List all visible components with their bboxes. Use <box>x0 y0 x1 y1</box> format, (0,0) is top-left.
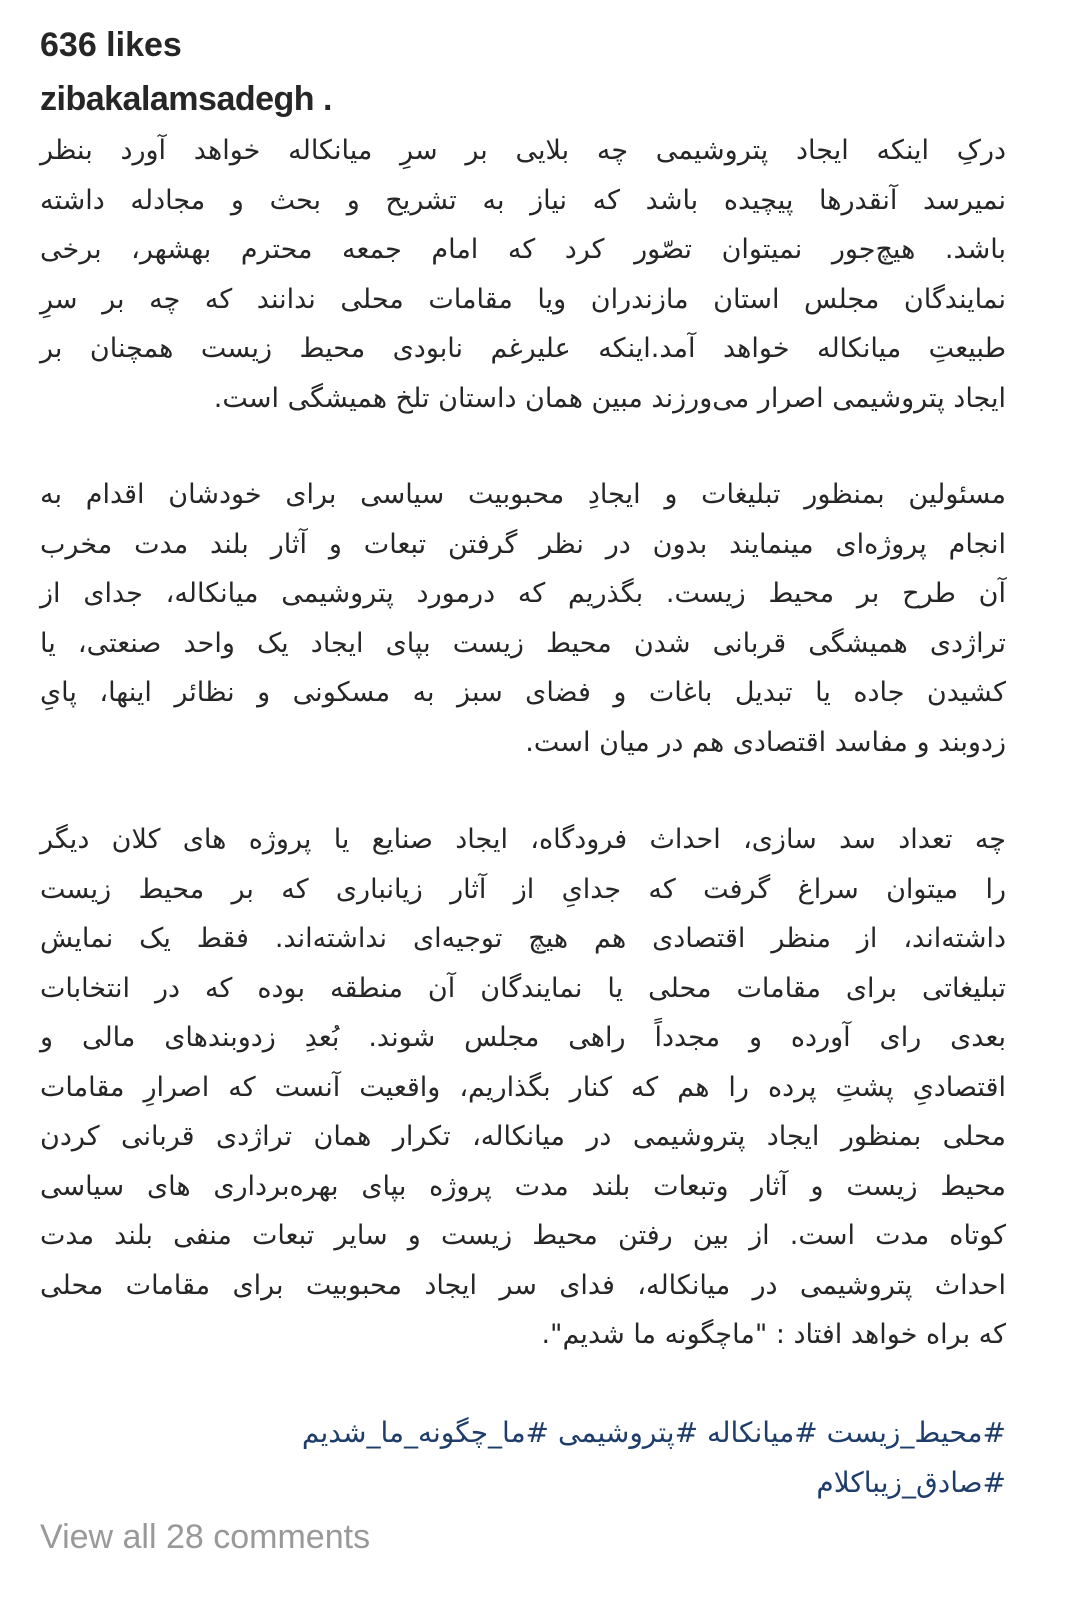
caption-header <box>40 80 332 119</box>
caption-line: درکِ اینکه ایجاد پتروشیمی چه بلایی بر سرِ میانکاله خواهد آورد بنظر <box>40 135 1006 166</box>
caption-line: را میتوان سراغ گرفت که جدایِ از آثار زیانباری که بر محیط زیست <box>40 873 1006 905</box>
hashtag-row <box>40 1458 1006 1508</box>
hashtags <box>40 1408 1006 1508</box>
caption-line: باشد. هیچ‌جور نمیتوان تصّور کرد که امام جمعه محترم بهشهر، برخی <box>40 234 1006 265</box>
caption-line: محلی بمنظور ایجاد پتروشیمی در میانکاله، تکرار همان تراژدی قربانی کردن <box>40 1121 1006 1152</box>
username-suffix: . <box>314 80 332 118</box>
caption-line: طبیعتِ میانکاله خواهد آمد.اینکه علیرغم نابودی محیط زیست همچنان بر <box>40 333 1006 364</box>
hashtag-link[interactable]: #صادق_زیباکلام <box>816 1466 1006 1499</box>
caption-paragraph-3 <box>40 815 1006 1360</box>
caption-line: که براه خواهد افتاد : "ماچگونه ما شدیم". <box>541 1319 1006 1350</box>
caption-line: مسئولین بمنظور تبلیغات و ایجادِ محبوبیت سیاسی برای خودشان اقدام به <box>40 479 1006 510</box>
caption-line: کشیدن جاده یا تبدیل باغات و فضای سبز به مسکونی و نظائر اینها، پایِ <box>40 677 1006 708</box>
caption-line: نمایندگان مجلس استان مازندران ویا مقامات محلی ندانند که چه بر سرِ <box>40 283 1006 315</box>
caption-paragraph-1 <box>40 126 1006 423</box>
hashtag-link[interactable]: #پتروشیمی <box>557 1416 699 1449</box>
caption-line: احداث پتروشیمی در میانکاله، فدای سر ایجاد محبوبیت برای مقامات محلی <box>40 1269 1006 1301</box>
hashtag-link[interactable]: #میانکاله <box>706 1416 818 1449</box>
caption-line: چه تعداد سد سازی، احداث فرودگاه، ایجاد صنایع یا پروژه های کلان دیگر <box>40 824 1006 855</box>
caption-paragraph-2 <box>40 470 1006 767</box>
hashtag-link[interactable]: #محیط_زیست <box>826 1416 1006 1449</box>
caption-line: نمیرسد آنقدرها پیچیده باشد که نیاز به تشریح و بحث و مجادله داشته <box>40 184 1006 216</box>
caption-line: کوتاه مدت است. از بین رفتن محیط زیست و سایر تبعات منفی بلند مدت <box>40 1220 1006 1251</box>
caption-line: تبلیغاتی برای مقامات محلی یا نمایندگان آن منطقه بوده که در انتخابات <box>40 972 1006 1004</box>
caption-line: بعدی رای آورده و مجدداً راهی مجلس شوند. بُعدِ زدوبندهای مالی و <box>40 1022 1006 1053</box>
caption-line: آن طرح بر محیط زیست. بگذریم که درمورد پتروشیمی میانکاله، جدای از <box>40 578 1006 609</box>
caption-line: تراژدی همیشگی قربانی شدن محیط زیست بپای ایجاد یک واحد صنعتی، یا <box>40 627 1006 659</box>
view-all-comments-link[interactable]: View all 28 comments <box>40 1518 371 1556</box>
caption-line: زدوبند و مفاسد اقتصادی هم در میان است. <box>525 726 1006 758</box>
hashtag-link[interactable]: #ما_چگونه_ما_شدیم <box>301 1416 550 1449</box>
username-link[interactable]: zibakalamsadegh <box>40 80 315 118</box>
caption-line: اقتصادیِ پشتِ پرده را هم که کنار بگذاریم، واقعیت آنست که اصرارِ مقامات <box>40 1071 1006 1103</box>
caption-line: ایجاد پتروشیمی اصرار می‌ورزند مبین همان داستان تلخ همیشگی است. <box>213 382 1006 414</box>
hashtag-row <box>40 1408 1006 1458</box>
caption-line: داشته‌اند، از منظر اقتصادی هم هیچ توجیه‌ای نداشته‌اند. فقط یک نمایش <box>40 923 1006 954</box>
caption-line: انجام پروژه‌ای مینمایند بدون در نظر گرفتن تبعات و آثار بلند مدت مخرب <box>40 528 1006 560</box>
caption-line: محیط زیست و آثار وتبعات بلند مدت پروژه بپای بهره‌برداری های سیاسی <box>40 1170 1006 1202</box>
likes-count[interactable]: 636 likes <box>40 26 182 64</box>
